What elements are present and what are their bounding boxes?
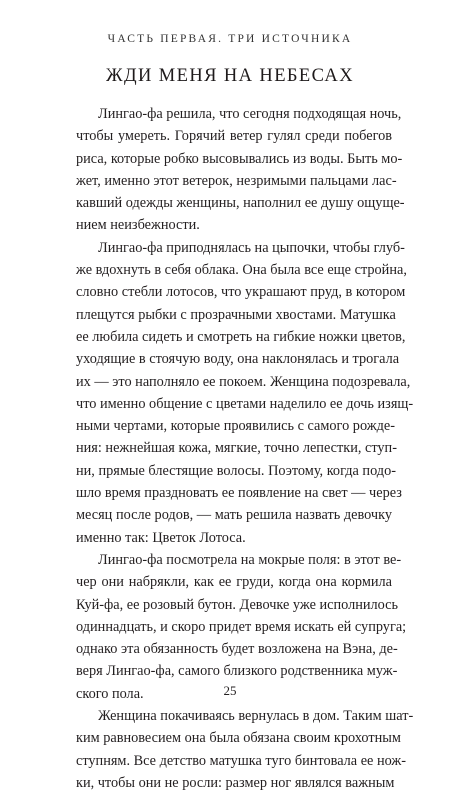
text-line: ступням. Все детство матушка туго бинтовала ее нож-: [76, 752, 407, 769]
text-line: одиннадцать, и скоро придет время искать ей супруга;: [76, 618, 407, 635]
text-line: ким равновесием она была обязана своим крохотным: [76, 730, 401, 747]
text-line: Лингао-фа приподнялась на цыпочки, чтобы глуб-: [98, 239, 405, 256]
text-line: чтобы умереть. Горячий ветер гулял среди побегов: [76, 128, 392, 145]
text-line: кавший одежды женщины, наполнил ее душу ощуще-: [76, 195, 405, 212]
chapter-title: ЖДИ МЕНЯ НА НЕБЕСАХ: [106, 66, 354, 86]
text-line: веря Лингао-фа, самого близкого родственника муж-: [76, 663, 398, 680]
text-line: чер они набрякли, как ее груди, когда она кормила: [76, 574, 392, 591]
text-line: именно так: Цветок Лотоса.: [76, 529, 246, 546]
text-line: Женщина покачиваясь вернулась в дом. Таким шат-: [98, 708, 414, 725]
text-line: ки, чтобы они не росли: размер ног являлся важным: [76, 774, 395, 791]
text-line: словно стебли лотосов, что украшают пруд, в котором: [76, 284, 406, 301]
text-line: ее любила сидеть и смотреть на гибкие ножки цветов,: [76, 328, 406, 345]
text-line: шло время праздновать ее появление на свет — через: [76, 485, 402, 502]
text-line: ни, прямые блестящие волосы. Поэтому, когда подо-: [76, 462, 396, 479]
text-line: что именно общение с цветами наделило ее дочь изящ-: [76, 395, 414, 412]
text-line: Лингао-фа посмотрела на мокрые поля: в этот ве-: [98, 551, 402, 568]
text-line: однако эта обязанность будет возложена на Вэна, де-: [76, 641, 398, 658]
text-line: ными чертами, которые проявились с самого рожде-: [76, 418, 395, 435]
text-line: плещутся рыбки с прозрачными хвостами. Матушка: [76, 306, 396, 323]
text-line: ского пола.: [76, 685, 144, 702]
text-line: нием неизбежности.: [76, 217, 200, 234]
text-line: Лингао-фа решила, что сегодня подходящая ночь,: [98, 106, 402, 122]
running-head: ЧАСТЬ ПЕРВАЯ. ТРИ ИСТОЧНИКА: [107, 33, 353, 45]
text-line: ния: нежнейшая кожа, мягкие, точно лепестки, ступ-: [76, 440, 397, 457]
text-line: их — это наполняло ее покоем. Женщина подозревала,: [76, 373, 411, 390]
page-number: 25: [223, 683, 237, 698]
text-line: риса, которые робко высовывались из воды. Быть мо-: [76, 150, 403, 167]
text-line: жет, именно этот ветерок, незримыми пальцами лас-: [76, 172, 397, 189]
text-line: месяц после родов, — мать решила назвать девочку: [76, 507, 392, 524]
text-line: уходящие в стоячую воду, она наклонялась и трогала: [76, 351, 400, 368]
text-line: Куй-фа, ее розовый бутон. Девочке уже исполнилось: [76, 596, 399, 613]
text-line: же вдохнуть в себя облака. Она была все еще стройна,: [76, 262, 407, 279]
